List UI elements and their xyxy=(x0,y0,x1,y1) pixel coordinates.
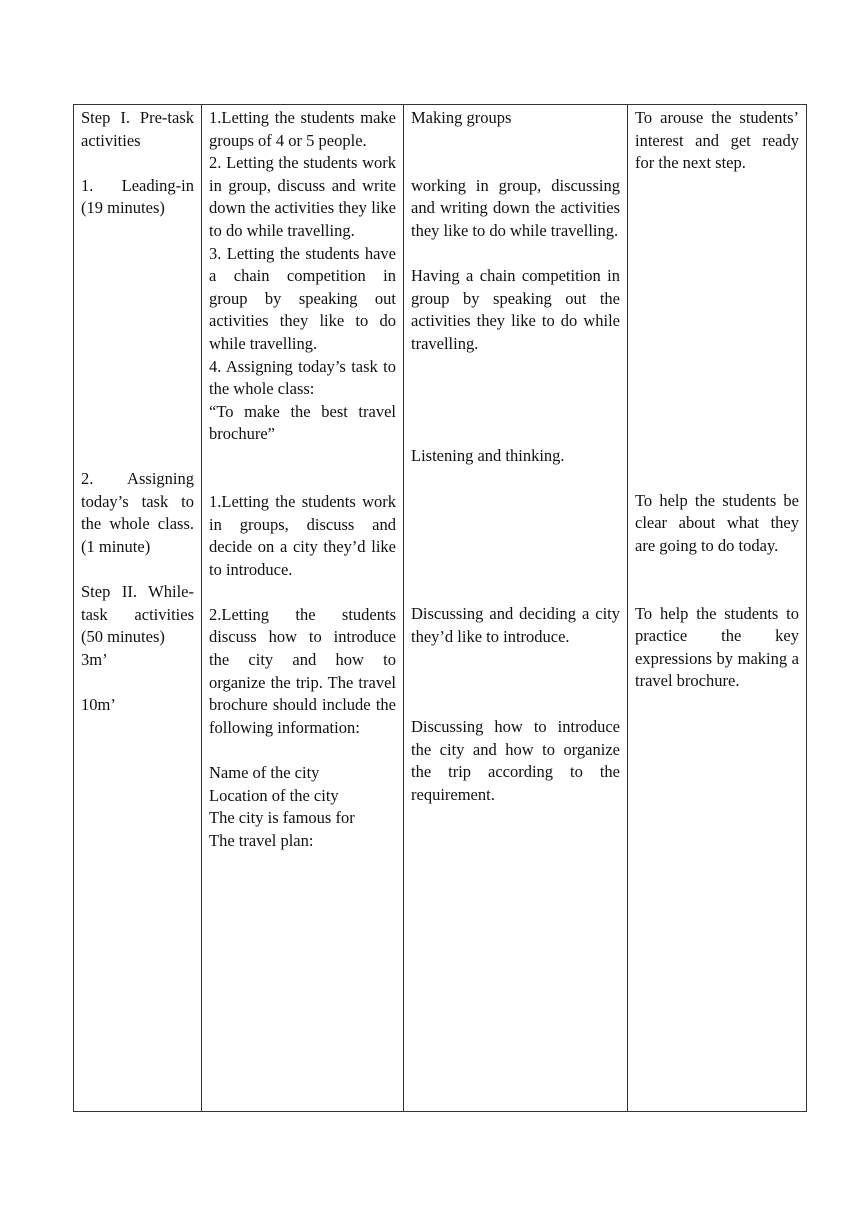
info-item-famous: The city is famous for xyxy=(209,808,355,828)
purpose-cell xyxy=(628,105,807,1112)
purpose-3: To help the students to practice the key expressions by making a travel brochure. xyxy=(635,603,799,691)
step1-label: Step I. Pre-task activities xyxy=(81,108,194,150)
time-3m-label: 3m’ xyxy=(81,649,108,669)
student-activity-4: Listening and thinking. xyxy=(411,446,565,466)
leading-in-label: 1. Leading-in (19 minutes) xyxy=(81,175,194,218)
teacher-step-4-quote: “To make the best travel brochure” xyxy=(209,401,396,444)
assigning-label: 2. Assigning today’s task to the whole class. (1 minute) xyxy=(81,468,194,556)
time-10m-label: 10m’ xyxy=(81,694,116,714)
teacher-step-4: 4. Assigning today’s task to the whole class: xyxy=(209,356,396,399)
info-item-name: Name of the city xyxy=(209,763,320,783)
teacher-step-3: 3. Letting the students have a chain competition in group by speaking out activities they like to do while travelling. xyxy=(209,243,396,353)
teacher-activity-cell xyxy=(202,105,404,1112)
student-activity-1: Making groups xyxy=(411,108,512,127)
while-task-step-2: 2.Letting the students discuss how to introduce the city and how to organize the trip. The travel brochure should include the following information: xyxy=(209,604,396,737)
student-activity-cell xyxy=(404,105,628,1112)
lesson-plan-table xyxy=(73,104,807,1112)
student-activity-6: Discussing how to introduce the city and how to organize the trip according to the requirement. xyxy=(411,717,620,804)
step-column-cell xyxy=(74,105,202,1112)
info-item-plan: The travel plan: xyxy=(209,830,314,850)
info-item-location: Location of the city xyxy=(209,785,339,805)
student-activity-5: Discussing and deciding a city they’d like to introduce. xyxy=(411,603,620,646)
student-activity-3: Having a chain competition in group by speaking out the activities they like to do while travelling. xyxy=(411,265,620,353)
purpose-2: To help the students be clear about what they are going to do today. xyxy=(635,490,799,555)
teacher-step-2: 2. Letting the students work in group, discuss and write down the activities they like to do while travelling. xyxy=(209,153,396,240)
while-task-step-1: 1.Letting the students work in groups, discuss and decide on a city they’d like to introduce. xyxy=(209,491,396,579)
student-activity-2: working in group, discussing and writing down the activities they like to do while travelling. xyxy=(411,175,620,240)
table-row xyxy=(74,105,807,1112)
step2-label: Step II. While-task activities (50 minutes) xyxy=(81,581,194,647)
teacher-step-1: 1.Letting the students make groups of 4 or 5 people. xyxy=(209,108,396,150)
purpose-1: To arouse the students’ interest and get ready for the next step. xyxy=(635,108,799,173)
